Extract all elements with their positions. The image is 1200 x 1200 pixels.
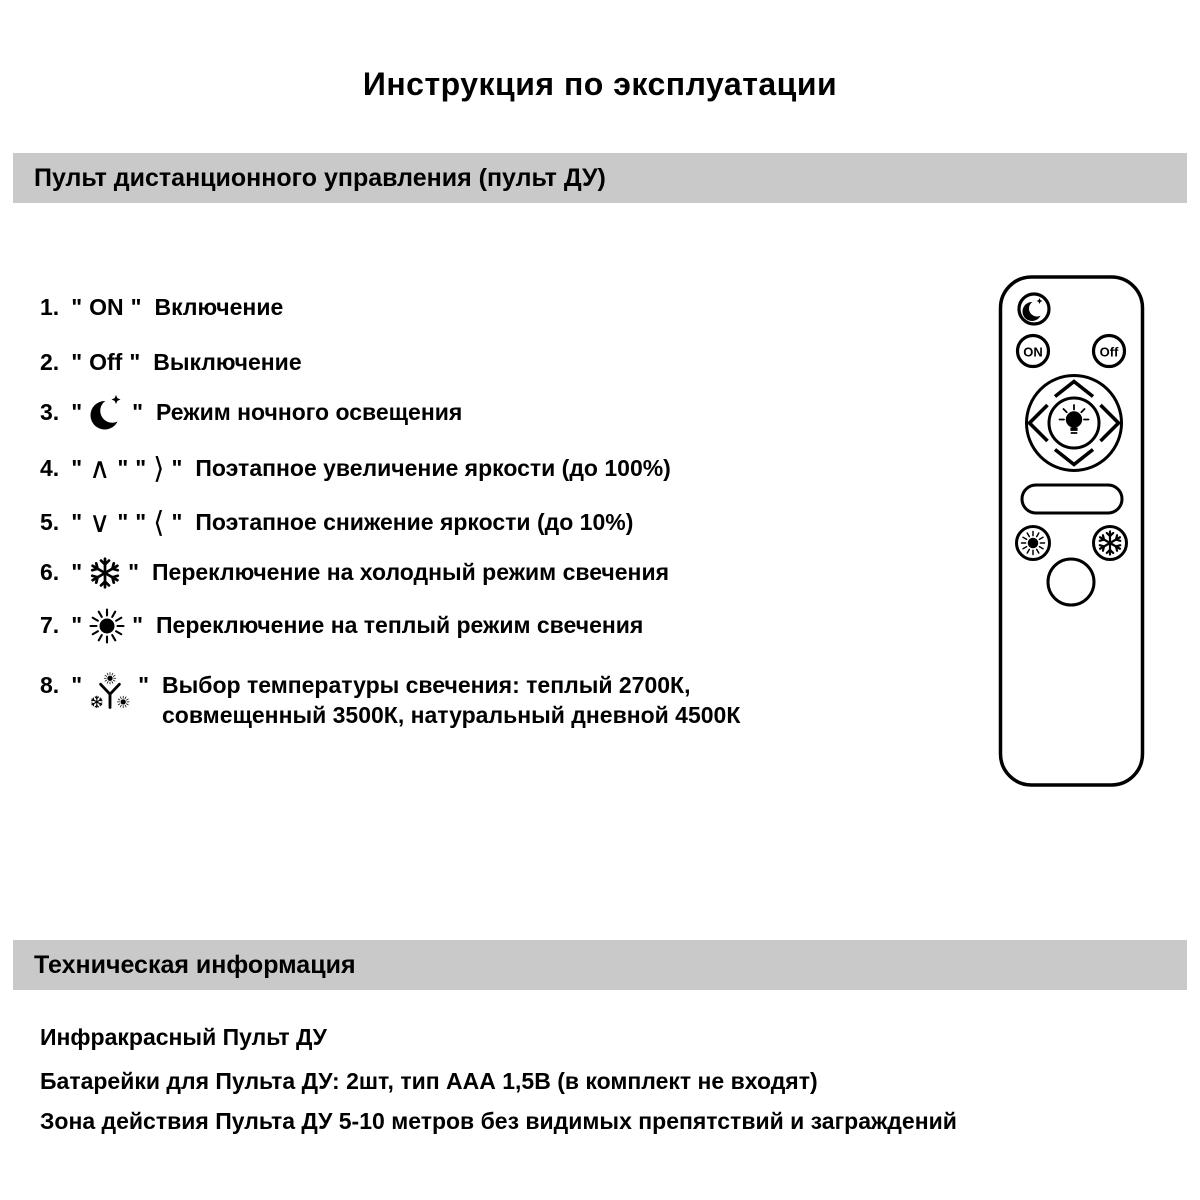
- quote-mark: ": [135, 509, 147, 536]
- list-item-brightness-down: [40, 503, 633, 543]
- item-label: Выключение: [153, 349, 302, 376]
- quote-mark: ": [135, 455, 147, 482]
- chevron-up-icon: ∧: [89, 450, 111, 485]
- quote-mark: ": [129, 349, 141, 376]
- quote-mark: ": [71, 509, 83, 536]
- quote-mark: ": [117, 455, 129, 482]
- chevron-left-icon: ⟨: [153, 504, 165, 539]
- off-button-label: Off: [89, 349, 123, 376]
- remote-off-label: Off: [1099, 344, 1119, 360]
- item-label-line2: совмещенный 3500К, натуральный дневной 4500К: [162, 702, 741, 728]
- item-label: Поэтапное увеличение яркости (до 100%): [195, 455, 671, 482]
- item-number: 1.: [40, 294, 60, 321]
- quote-mark: ": [117, 509, 129, 536]
- remote-warm-mode-button: [1017, 527, 1050, 560]
- remote-on-label: ON: [1023, 344, 1043, 360]
- tech-line-range: Зона действия Пульта ДУ 5-10 метров без видимых препятствий и заграждений: [40, 1108, 957, 1134]
- on-button-label: ON: [89, 294, 124, 321]
- item-label: Переключение на холодный режим свечения: [152, 559, 670, 586]
- remote-control-drawing: [995, 272, 1147, 792]
- item-label: Включение: [154, 294, 284, 321]
- quote-mark: ": [171, 509, 183, 536]
- night-mode-icon: [89, 395, 125, 431]
- chevron-down-icon: ∨: [89, 504, 111, 539]
- quote-mark: ": [71, 612, 83, 639]
- list-item-brightness-up: [40, 449, 671, 489]
- chevron-right-icon: ⟩: [153, 450, 165, 485]
- quote-mark: ": [132, 399, 143, 426]
- tech-line-batteries: Батарейки для Пульта ДУ: 2шт, тип ААА 1,5В (в комплект не входят): [40, 1068, 818, 1094]
- item-label: Переключение на теплый режим свечения: [156, 612, 644, 639]
- list-item-off: [40, 343, 302, 383]
- item-label-line1: Выбор температуры свечения: теплый 2700К,: [162, 672, 691, 698]
- item-number: 7.: [40, 612, 60, 639]
- quote-mark: ": [71, 399, 83, 426]
- list-item-night-mode: [40, 393, 462, 433]
- quote-mark: ": [71, 559, 83, 586]
- item-number: 6.: [40, 559, 60, 586]
- section-header-remote-label: Пульт дистанционного управления (пульт ДУ): [34, 163, 606, 192]
- item-number: 4.: [40, 455, 60, 482]
- quote-mark: ": [71, 349, 83, 376]
- list-item-warm-mode: [40, 606, 643, 646]
- section-header-remote: [13, 153, 1187, 203]
- item-label: Режим ночного освещения: [156, 399, 463, 426]
- item-number: 5.: [40, 509, 60, 536]
- quote-mark: ": [71, 672, 83, 698]
- tech-line-remote-type: Инфракрасный Пульт ДУ: [40, 1024, 327, 1050]
- item-number: 2.: [40, 349, 60, 376]
- section-header-tech-label: Техническая информация: [34, 950, 356, 979]
- quote-mark: ": [71, 294, 83, 321]
- snowflake-icon: [89, 557, 121, 589]
- list-item-color-temperature: [40, 670, 740, 730]
- list-item-on: [40, 288, 283, 328]
- quote-mark: ": [132, 612, 143, 639]
- section-header-tech: [13, 940, 1187, 990]
- item-number: 8.: [40, 672, 60, 698]
- color-temperature-icon: [89, 670, 131, 714]
- quote-mark: ": [71, 455, 83, 482]
- quote-mark: ": [171, 455, 183, 482]
- quote-mark: ": [130, 294, 142, 321]
- item-label: Поэтапное снижение яркости (до 10%): [195, 509, 634, 536]
- quote-mark: ": [138, 672, 149, 698]
- item-number: 3.: [40, 399, 60, 426]
- page-title: Инструкция по эксплуатации: [362, 66, 838, 102]
- list-item-cold-mode: [40, 553, 669, 593]
- quote-mark: ": [128, 559, 139, 586]
- warm-sun-icon: [89, 608, 125, 644]
